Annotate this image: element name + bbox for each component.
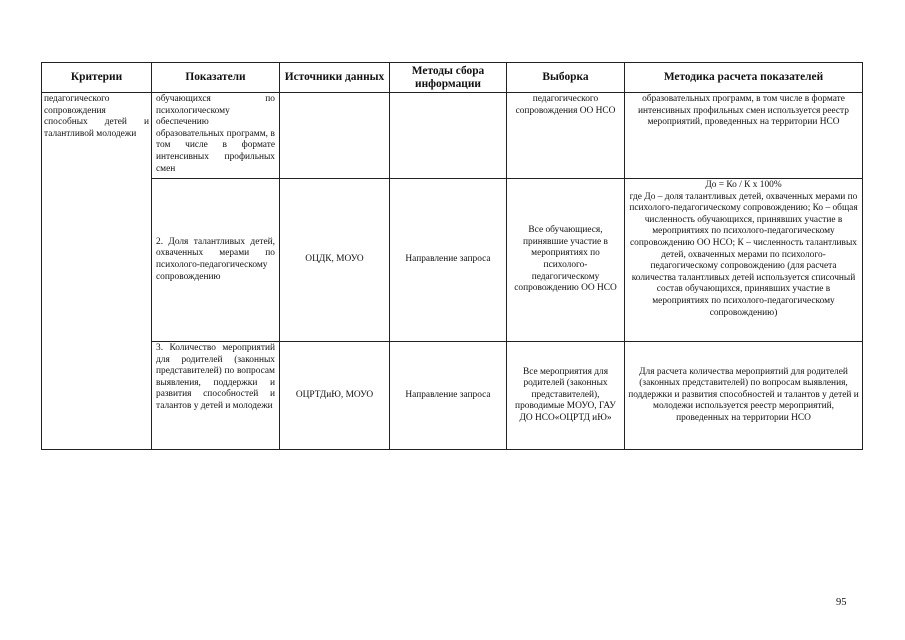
header-calculation: Методика расчета показателей <box>625 63 863 93</box>
header-indicators: Показатели <box>152 63 280 93</box>
source-cell: ОЦДК, МОУО <box>280 179 390 342</box>
criterion-cell: педагогического сопровождения способных детей и талантливой молодежи <box>42 93 152 450</box>
header-criteria: Критерии <box>42 63 152 93</box>
calc-text: Для расчета количества мероприятий для родителей (законных представителей) по вопросам выявления, поддержки и развития способностей и талантов у детей и молодежи используется реестр мероприятий, проведенных на территории НСО <box>628 366 859 423</box>
calc-formula: Дo = Ко / К x 100% <box>705 180 782 190</box>
criteria-table <box>41 62 863 450</box>
method-cell <box>390 93 507 179</box>
table-row <box>42 179 863 342</box>
page-number: 95 <box>836 597 847 608</box>
table-header-row <box>42 63 863 93</box>
sample-cell: Все обучающиеся, принявшие участие в мероприятиях по психолого-педагогическому сопровождению ОО НСО <box>507 179 625 342</box>
calc-text: где До – доля талантливых детей, охваченных мерами по психолого-педагогическому сопровождению; Ко – общая численность обучающихся, принявших участие в мероприятиях по психолого-педагогическому сопровождению ОО НСО; К – численность талантливых детей, охваченных мерами по психолого-педагогическому сопровождению (для расчета количества талантливых детей используется списочный состав обучающихся, принявших участие в мероприятиях по психолого-педагогическому сопровождению) <box>629 191 858 318</box>
calc-cell <box>625 179 863 342</box>
table-row <box>42 342 863 450</box>
sample-cell: педагогического сопровождения ОО НСО <box>507 93 625 179</box>
calc-text: образовательных программ, в том числе в формате интенсивных профильных смен используется реестр мероприятий, проведенных на территории НСО <box>638 94 849 128</box>
method-cell: Направление запроса <box>390 179 507 342</box>
indicator-cell: 3. Количество мероприятий для родителей (законных представителей) по вопросам выявления, поддержки и развития способностей и талантов у детей и молодежи <box>152 342 280 450</box>
header-sources: Источники данных <box>280 63 390 93</box>
sample-cell: Все мероприятия для родителей (законных представителей), проводимые МОУО, ГАУ ДО НСО«ОЦРТД иЮ» <box>507 342 625 450</box>
indicator-cell: 2. Доля талантливых детей, охваченных мерами по психолого-педагогическому сопровождению <box>152 179 280 342</box>
header-sample: Выборка <box>507 63 625 93</box>
header-methods: Методы сбора информации <box>390 63 507 93</box>
calc-cell <box>625 93 863 179</box>
source-cell: ОЦРТДиЮ, МОУО <box>280 342 390 450</box>
calc-cell <box>625 342 863 450</box>
indicator-cell: обучающихся по психологическому обеспечению образовательных программ, в том числе в формате интенсивных профильных смен <box>152 93 280 179</box>
table-row <box>42 93 863 179</box>
method-cell: Направление запроса <box>390 342 507 450</box>
source-cell <box>280 93 390 179</box>
